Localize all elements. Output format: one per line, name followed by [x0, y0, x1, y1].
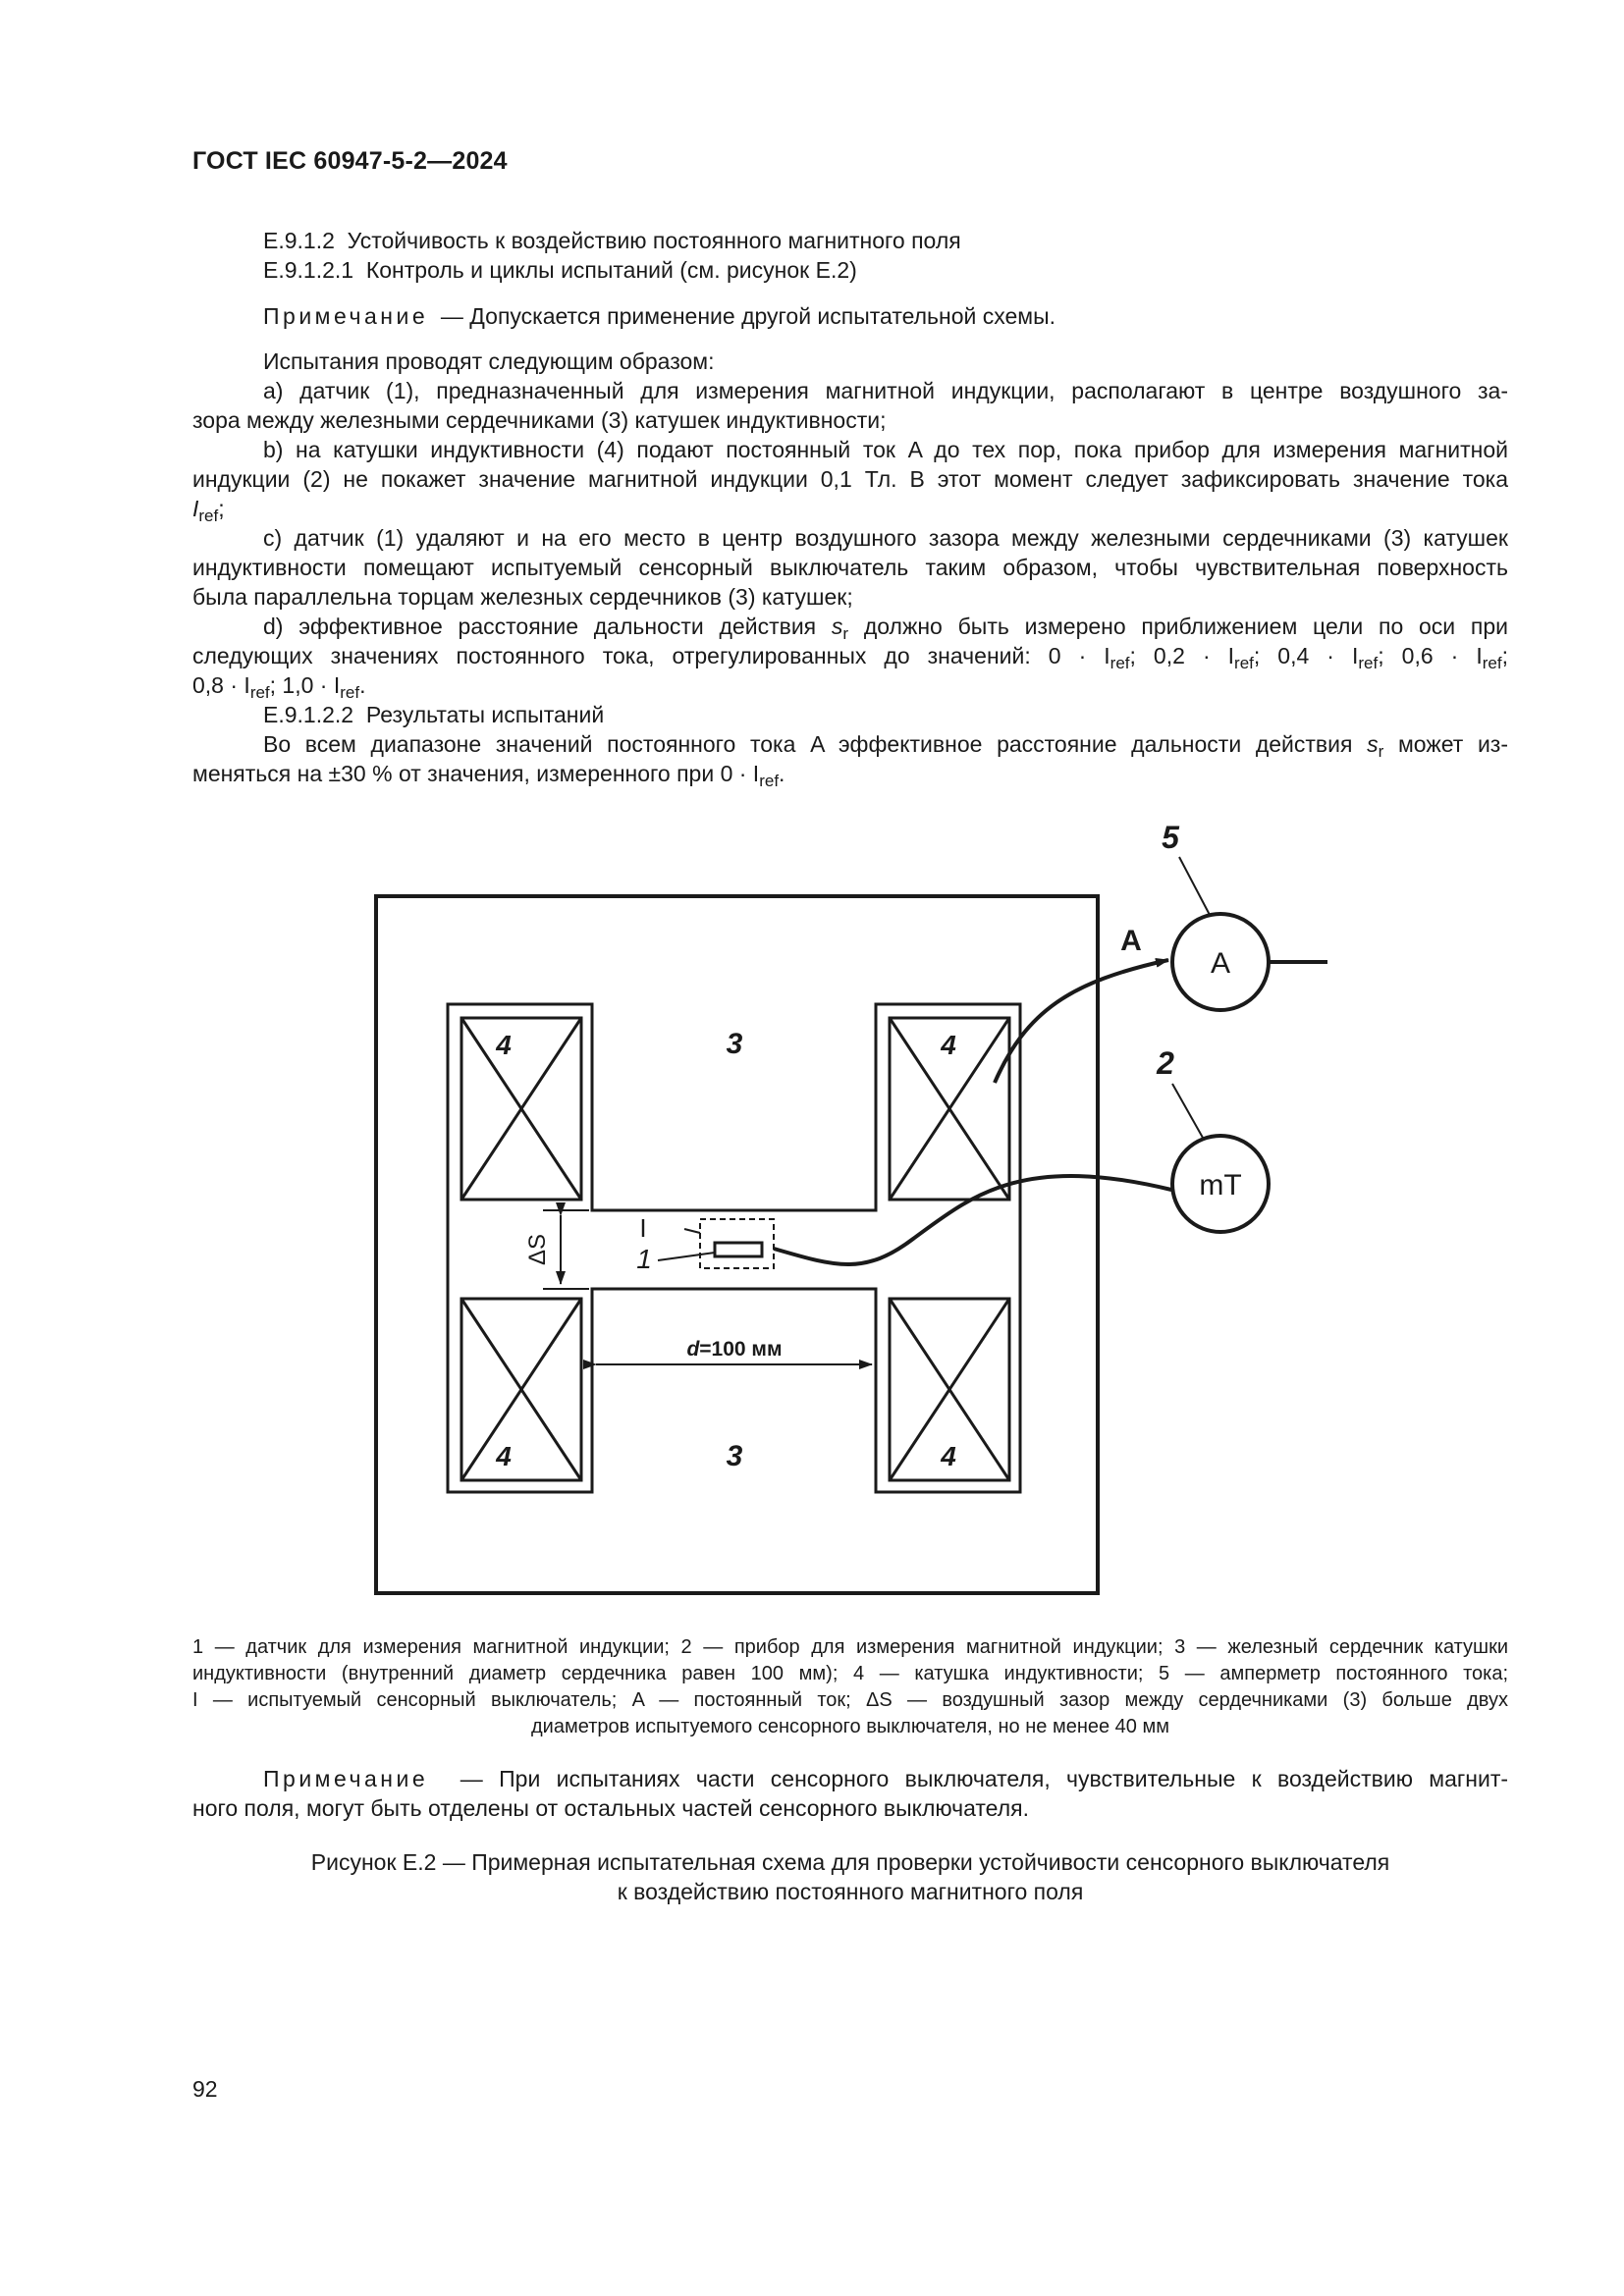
item-b: b) на катушки индуктивности (4) подают постоянный ток A до тех пор, пока прибор для измерения магнитной — [263, 437, 1508, 462]
figure-caption — [192, 1847, 1508, 1906]
core-label: 3 — [726, 1028, 743, 1060]
procedure-intro: Испытания проводят следующим образом: — [263, 348, 715, 374]
item-c-cont: индуктивности помещают испытуемый сенсорный выключатель таким образом, чтобы чувствительная поверхность — [192, 555, 1508, 580]
meter-wire — [774, 1176, 1171, 1264]
note-1 — [192, 301, 1508, 331]
note-text: — Допускается применение другой испытательной схемы. — [440, 303, 1056, 329]
item-c-end: была параллельна торцам железных сердечников (3) катушек; — [192, 584, 853, 610]
meter-number: 2 — [1157, 1045, 1174, 1081]
ammeter-symbol: A — [1210, 947, 1231, 980]
clause-title: Устойчивость к воздействию постоянного магнитного поля — [347, 228, 961, 253]
leader-meter — [1172, 1084, 1203, 1138]
sensor-label: 1 — [636, 1244, 652, 1274]
sensor-probe — [715, 1243, 762, 1256]
results-heading: E.9.1.2.2 Результаты испытаний — [263, 702, 605, 727]
note-2: Примечание — При испытаниях части сенсорного выключателя, чувствительные к воздействию магнит- ного поля, могут быть отделены от остальных частей сенсорного выключателя. — [192, 1766, 1509, 1821]
coil-label: 4 — [941, 1441, 956, 1471]
note-label: Примечание — [263, 1766, 429, 1791]
document-header: ГОСТ IEC 60947-5-2—2024 — [192, 147, 508, 175]
subclause-title: Контроль и циклы испытаний (см. рисунок E.2) — [365, 257, 857, 283]
switch-label: I — [639, 1213, 647, 1243]
subclause-number: E.9.1.2.1 — [263, 257, 354, 283]
results-p1: Во всем диапазоне значений постоянного тока A эффективное расстояние дальности действия $s_r$ может из- — [263, 731, 1508, 761]
item-b-end: $I_{ref}$; — [192, 496, 225, 525]
legend-line: I — испытуемый сенсорный выключатель; A — постоянный ток; ΔS — воздушный зазор между сердечниками (3) больше двух — [192, 1689, 1508, 1711]
legend-line: 1 — датчик для измерения магнитной индукции; 2 — прибор для измерения магнитной индукции; 3 — железный сердечник катушки — [192, 1636, 1508, 1658]
figure-e2-diagram — [0, 805, 1624, 1610]
item-d-cont: следующих значениях постоянного тока, отрегулированных до значений: $0 \cdot I_{ref}$; $0,2 \cdot I_{ref}$; $0,4 \cdot I_{ref}$; $0,6 \cdot I_{ref}$; — [192, 643, 1508, 672]
gap-label: ΔS — [524, 1233, 551, 1266]
item-d-end: $0,8 \cdot I_{ref}$; $1,0 \cdot I_{ref}$. — [192, 672, 366, 702]
item-a-cont: зора между железными сердечниками (3) катушек индуктивности; — [192, 407, 887, 433]
clause-e9-1-2 — [192, 226, 1508, 285]
legend-line: диаметров испытуемого сенсорного выключателя, но не менее 40 мм — [531, 1716, 1169, 1737]
results-p2: меняться на ±30 % от значения, измеренного при $0 \cdot I_{ref}$. — [192, 761, 785, 790]
coil-label: 4 — [941, 1030, 956, 1060]
note-label: Примечание — [263, 303, 429, 329]
leader-sensor — [658, 1253, 715, 1260]
leader-switch — [684, 1229, 700, 1233]
coil-bottom-left — [461, 1299, 581, 1480]
leader-ammeter — [1179, 857, 1210, 915]
current-label: A — [1120, 925, 1142, 957]
distance-label: d=100 мм — [686, 1338, 783, 1361]
iron-core-frame — [376, 896, 1098, 1593]
item-c: c) датчик (1) удаляют и на его место в центр воздушного зазора между железными сердечниками (3) катушек — [263, 525, 1508, 551]
page-number: 92 — [192, 2076, 218, 2102]
coil-label: 4 — [496, 1441, 512, 1471]
clause-number: E.9.1.2 — [263, 228, 335, 253]
procedure — [192, 347, 1508, 788]
coil-label: 4 — [496, 1030, 512, 1060]
caption-line: к воздействию постоянного магнитного поля — [617, 1879, 1084, 1904]
item-a: a) датчик (1), предназначенный для измерения магнитной индукции, располагают в центре воздушного за- — [263, 378, 1508, 403]
ammeter-number: 5 — [1162, 820, 1179, 855]
legend-line: индуктивности (внутренний диаметр сердечника равен 100 мм); 4 — катушка индуктивности; 5 — амперметр постоянного тока; — [192, 1663, 1508, 1684]
caption-line: Рисунок E.2 — Примерная испытательная схема для проверки устойчивости сенсорного выключателя — [310, 1849, 1390, 1875]
core-label: 3 — [726, 1440, 743, 1472]
meter-symbol: mT — [1199, 1169, 1242, 1201]
item-b-cont: индукции (2) не покажет значение магнитной индукции 0,1 Тл. В этот момент следует зафиксировать значение тока — [192, 466, 1508, 492]
item-d: d) эффективное расстояние дальности действия $s_r$ должно быть измерено приближением цели по оси при — [263, 614, 1508, 643]
coil-top-left — [461, 1018, 581, 1200]
figure-legend — [192, 1634, 1508, 1740]
